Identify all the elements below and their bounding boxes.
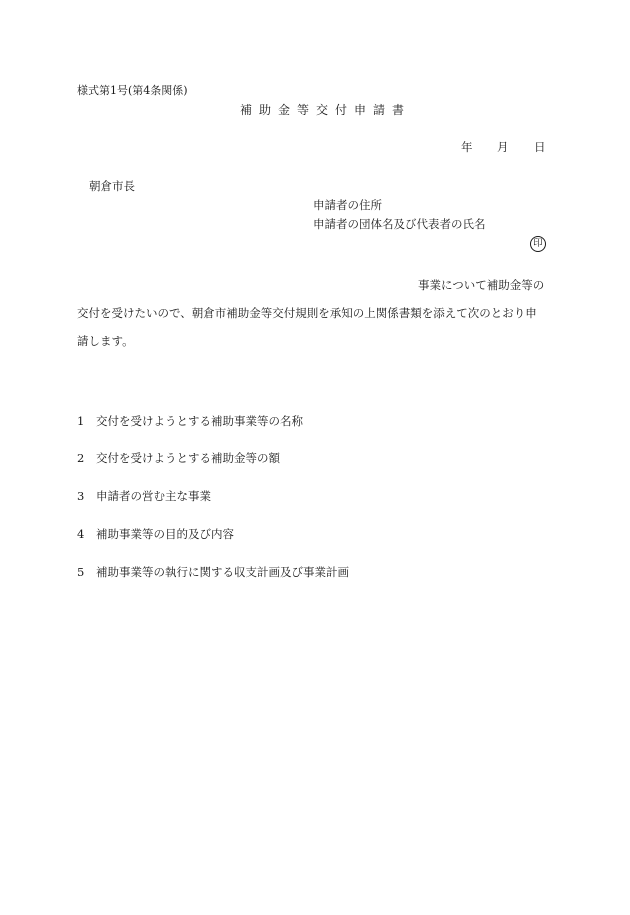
applicant-name-label: 申請者の団体名及び代表者の氏名 xyxy=(313,217,486,231)
list-item xyxy=(77,567,349,579)
list-item-text: 申請者の営む主な事業 xyxy=(96,489,211,503)
body-text-line-1: 事業について補助金等の xyxy=(418,278,545,292)
list-item xyxy=(77,529,234,541)
list-item-number: 4 xyxy=(77,527,85,541)
body-text-line-2: 交付を受けたいので、朝倉市補助金等交付規則を承知の上関係書類を添えて次のとおり申 xyxy=(77,306,537,320)
list-item xyxy=(77,453,280,465)
list-item-text: 補助事業等の執行に関する収支計画及び事業計画 xyxy=(96,565,349,579)
seal-mark: 印 xyxy=(530,236,546,252)
recipient-label: 朝倉市長 xyxy=(89,179,135,193)
list-item-number: 1 xyxy=(77,414,85,428)
form-number-label: 様式第1号(第4条関係) xyxy=(77,84,188,97)
list-item xyxy=(77,416,303,428)
list-item-number: 5 xyxy=(77,565,85,579)
document-title: 補助金等交付申請書 xyxy=(240,103,412,117)
list-item-text: 補助事業等の目的及び内容 xyxy=(96,527,234,541)
body-text-line-3: 請します。 xyxy=(77,334,134,348)
list-item-text: 交付を受けようとする補助事業等の名称 xyxy=(96,414,303,428)
date-month-label: 月 xyxy=(497,140,509,154)
list-item-text: 交付を受けようとする補助金等の額 xyxy=(96,451,280,465)
list-item-number: 3 xyxy=(77,489,85,503)
date-year-label: 年 xyxy=(461,140,473,154)
list-item-number: 2 xyxy=(77,451,85,465)
applicant-address-label: 申請者の住所 xyxy=(313,198,382,212)
list-item xyxy=(77,491,211,503)
date-day-label: 日 xyxy=(534,140,546,154)
